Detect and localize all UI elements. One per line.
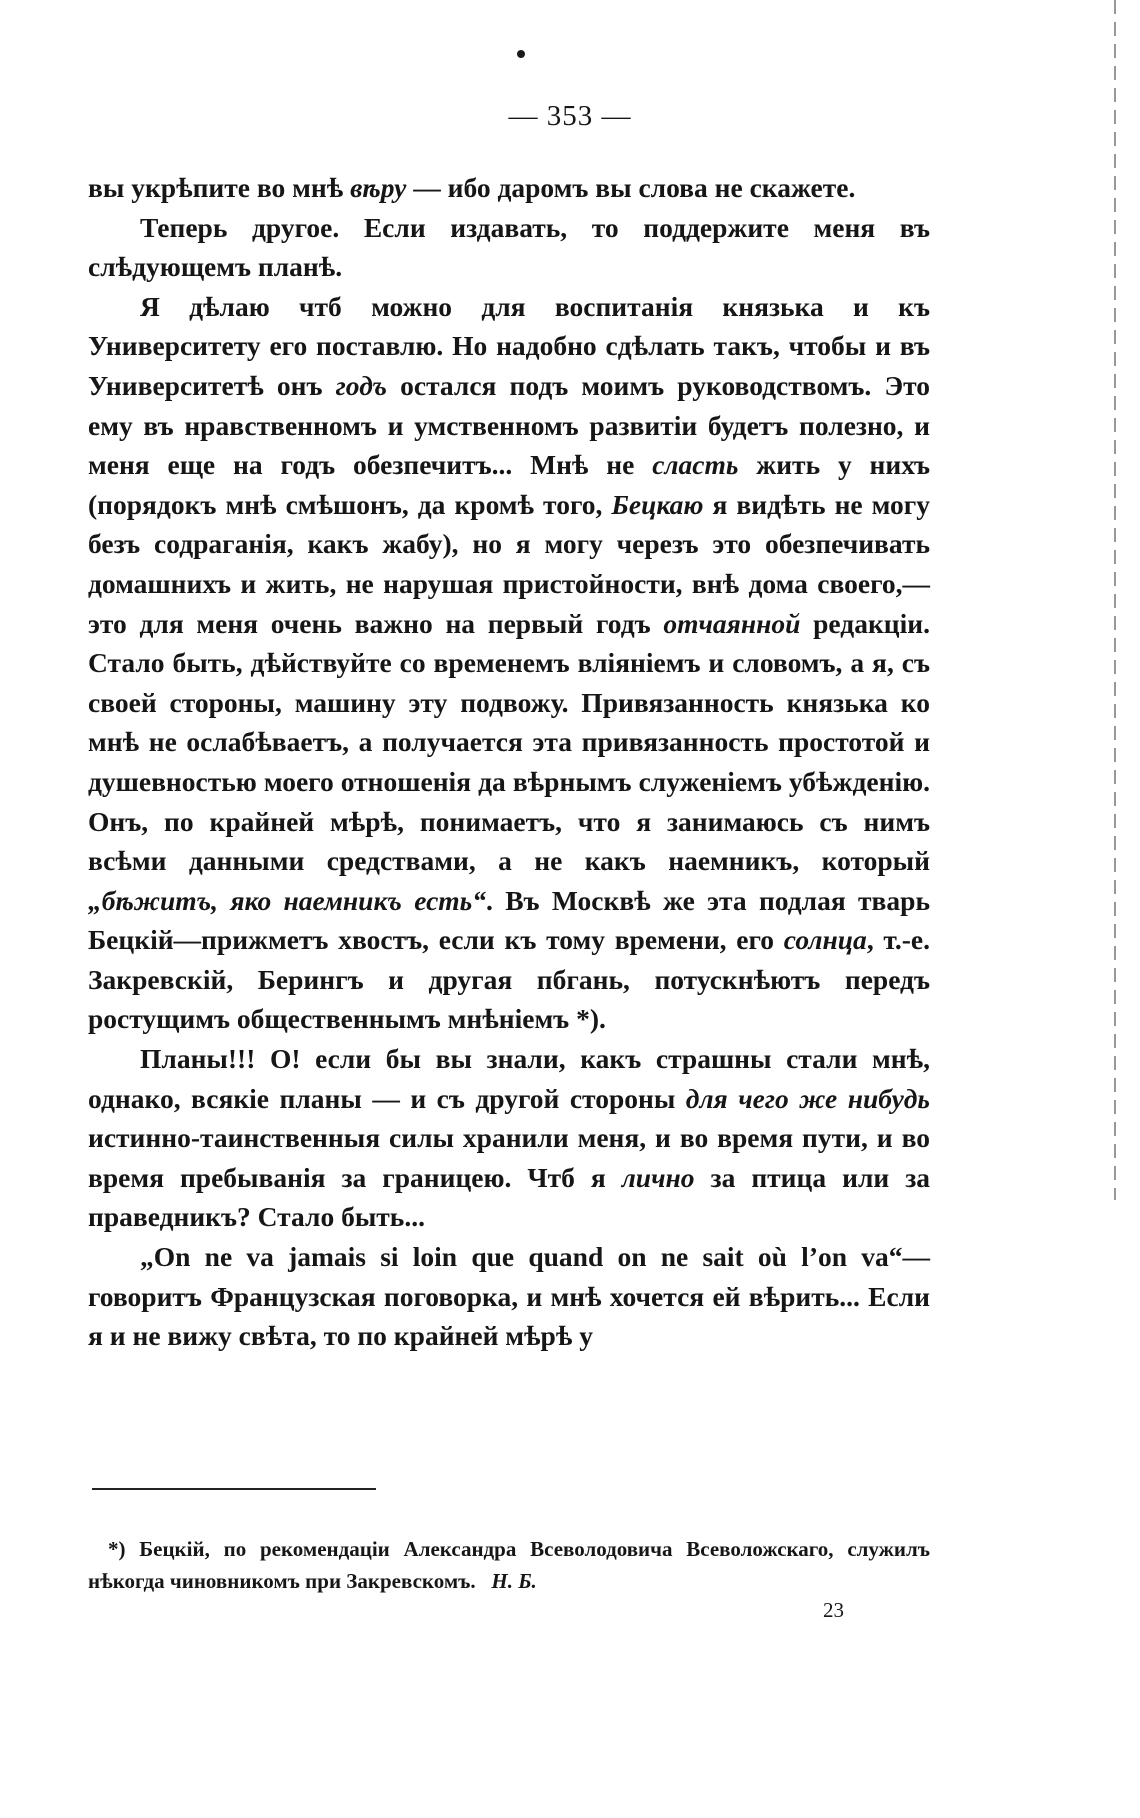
footnote-text: *) Бецкій, по рекомендаціи Александра Всеволодовича Всеволожскаго, служилъ нѣкогда чиновникомъ при Закревскомъ. [88, 1537, 930, 1593]
footnote-author: Н. Б. [491, 1569, 537, 1593]
text-run: „On ne va jamais si loin que quand on ne sait où l’on va“—говоритъ Французская поговорка, и мнѣ хочется ей вѣрить... Если я и не вижу свѣта, то по крайней мѣрѣ у [88, 1241, 930, 1352]
text-run: за птица или за праведникъ? Стало быть... [88, 1161, 930, 1233]
paragraph [88, 168, 930, 208]
footnote [88, 1533, 930, 1597]
text-run: Теперь другое. Если издавать, то поддержите меня въ слѣдующемъ планѣ. [88, 211, 930, 283]
italic-text: вѣру [350, 172, 407, 203]
text-run: . Въ Москвѣ же эта подлая тварь Бецкій—прижметъ хвостъ, если къ тому времени, его [88, 884, 930, 956]
text-run: — ибо даромъ вы слова не скажете. [406, 172, 856, 203]
footnote-rule [92, 1488, 376, 1490]
italic-text: отчаянной [663, 607, 801, 639]
signature-mark: 23 [823, 1598, 844, 1622]
main-text [88, 168, 930, 1356]
italic-text: „бѣжитъ, яко наемникъ есть“ [88, 884, 486, 916]
italic-text: сласть [652, 449, 739, 481]
italic-text: годъ [335, 369, 387, 401]
text-run: истинно-таинственныя силы хранили меня, и во время пути, и во время пребыванія за границею. Чтб я [88, 1122, 930, 1193]
paragraph [88, 287, 930, 1039]
italic-text: лично [621, 1161, 695, 1193]
italic-text: солнца [783, 924, 867, 956]
page-number: — 353 — [508, 100, 632, 132]
footnote-paragraph [88, 1533, 930, 1597]
text-run: Я дѣлаю чтб можно для воспитанія князька и къ Университету его поставлю. Но надобно сдѣлать такъ, чтобы и въ Университетѣ онъ [88, 290, 930, 401]
text-run: , т.-е. Закревскій, Берингъ и другая пбгань, потускнѣютъ передъ ростущимъ общественнымъ мнѣніемъ *). [88, 924, 930, 1035]
text-run: вы укрѣпите во мнѣ [88, 172, 351, 203]
paragraph [88, 1237, 930, 1356]
scan-speck [517, 50, 525, 58]
text-run: остался подъ моимъ руководствомъ. Это ему въ нравственномъ и умственномъ развитіи будетъ полезно, и меня еще на годъ обезпечитъ... Мнѣ не [88, 369, 930, 481]
italic-text: для чего же нибудь [685, 1082, 931, 1114]
paragraph [88, 1039, 930, 1237]
paragraph [88, 208, 930, 287]
italic-text: Бецкаю [611, 488, 704, 520]
text-run: редакціи. Стало быть, дѣйствуйте со временемъ вліяніемъ и словомъ, а я, съ своей стороны, машину эту подвожу. Привязанность князька ко мнѣ не ослабѣваетъ, а получается эта привязанность простотой и душевностью моего отношенія да вѣрнымъ служеніемъ убѣжденію. Онъ, по крайней мѣрѣ, понимаетъ, что я занимаюсь съ нимъ всѣми данными средствами, а не какъ наемникъ, который [88, 607, 930, 877]
text-run: Планы!!! О! если бы вы знали, какъ страшны стали мнѣ, однако, всякіе планы — и съ другой стороны [88, 1043, 930, 1114]
text-run: я видѣть не могу безъ содраганія, какъ жабу), но я могу черезъ это обезпечивать домашнихъ и жить, не нарушая пристойности, внѣ дома своего,—это для меня очень важно на первый годъ [88, 488, 930, 639]
text-run: жить у нихъ (порядокъ мнѣ смѣшонъ, да кромѣ того, [88, 449, 930, 520]
scan-edge-line [1114, 0, 1116, 1200]
